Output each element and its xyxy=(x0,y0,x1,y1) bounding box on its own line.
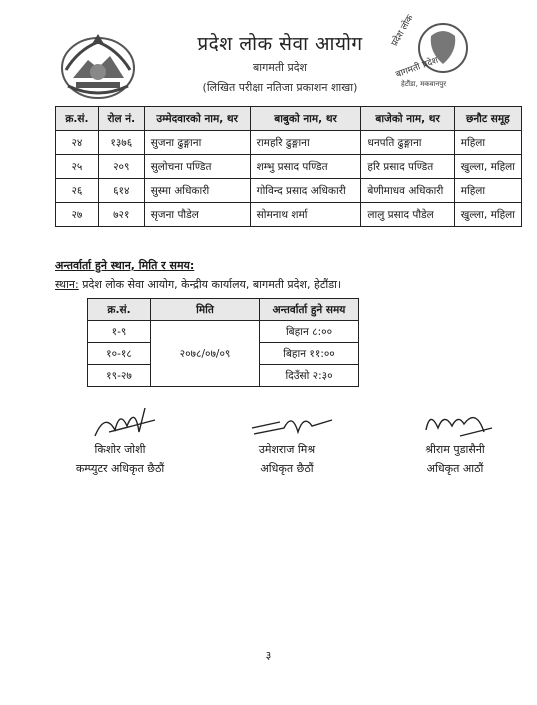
schedule-table xyxy=(87,298,359,387)
cell-group: महिला xyxy=(454,131,521,155)
col-roll: रोल नं. xyxy=(98,107,144,131)
col-father: बाबुको नाम, थर xyxy=(250,107,361,131)
svg-text:बागमती प्रदेश: बागमती प्रदेश xyxy=(394,55,440,81)
cell-grandfather: लालु प्रसाद पौडेल xyxy=(361,203,454,227)
schedule-header-row xyxy=(88,299,359,321)
signature-block-1 xyxy=(60,402,180,476)
table-row xyxy=(88,321,359,343)
cell-roll: ७२१ xyxy=(98,203,144,227)
cell-time: बिहान ११:०० xyxy=(260,343,359,365)
cell-date: २०७८/०७/०९ xyxy=(151,321,260,387)
cell-grandfather: हरि प्रसाद पण्डित xyxy=(361,155,454,179)
signatory-post: अधिकृत छैठौं xyxy=(260,462,314,475)
page-title: प्रदेश लोक सेवा आयोग xyxy=(197,33,363,55)
cell-grandfather: बेणीमाधव अधिकारी xyxy=(361,179,454,203)
col-date: मिति xyxy=(151,299,260,321)
cell-time: बिहान ८:०० xyxy=(260,321,359,343)
cell-grandfather: धनपति ढुङ्गाना xyxy=(361,131,454,155)
province-subtitle: बागमती प्रदेश xyxy=(252,61,308,74)
col-serial: क्र.सं. xyxy=(56,107,99,131)
results-table xyxy=(55,106,522,227)
signatory-post: कम्प्युटर अधिकृत छैठौं xyxy=(75,462,165,475)
cell-father: रामहरि ढुङ्गाना xyxy=(250,131,361,155)
signatory-name: किशोर जोशी xyxy=(94,443,146,456)
signature-block-2 xyxy=(232,402,342,476)
venue-label: स्थान: xyxy=(55,278,79,291)
cell-range: १०-१८ xyxy=(88,343,151,365)
branch-subtitle: (लिखित परीक्षा नतिजा प्रकाशन शाखा) xyxy=(202,81,358,94)
signatory-name: उमेशराज मिश्र xyxy=(258,443,316,456)
signature-block-3 xyxy=(400,402,510,476)
cell-range: १९-२७ xyxy=(88,365,151,387)
results-header-row xyxy=(56,107,522,131)
col-serial: क्र.सं. xyxy=(88,299,151,321)
svg-text:हेटौंडा, मकवानपुर: हेटौंडा, मकवानपुर xyxy=(401,80,447,88)
col-time: अन्तर्वार्ता हुने समय xyxy=(260,299,359,321)
cell-father: शम्भु प्रसाद पण्डित xyxy=(250,155,361,179)
cell-group: महिला xyxy=(454,179,521,203)
signatory-post: अधिकृत आठौं xyxy=(426,462,484,475)
cell-candidate: सुलोचना पण्डित xyxy=(144,155,250,179)
signature-scribble-icon xyxy=(232,402,342,440)
page-number: ३ xyxy=(265,649,272,662)
cell-father: गोविन्द प्रसाद अधिकारी xyxy=(250,179,361,203)
cell-serial: २५ xyxy=(56,155,99,179)
col-group: छनौट समूह xyxy=(454,107,521,131)
cell-candidate: सृजना पौडेल xyxy=(144,203,250,227)
svg-text:प्रदेश लोक: प्रदेश लोक xyxy=(389,13,416,49)
cell-range: १-९ xyxy=(88,321,151,343)
government-emblem-icon xyxy=(58,30,138,102)
cell-time: दिउँसो २:३० xyxy=(260,365,359,387)
cell-father: सोमनाथ शर्मा xyxy=(250,203,361,227)
commission-seal-icon xyxy=(387,8,483,98)
cell-group: खुल्ला, महिला xyxy=(454,203,521,227)
table-row xyxy=(56,155,522,179)
col-candidate: उम्मेदवारको नाम, थर xyxy=(144,107,250,131)
cell-candidate: सुस्मा अधिकारी xyxy=(144,179,250,203)
cell-serial: २७ xyxy=(56,203,99,227)
cell-roll: २०९ xyxy=(98,155,144,179)
interview-venue xyxy=(55,277,341,292)
cell-group: खुल्ला, महिला xyxy=(454,155,521,179)
col-grandfather: बाजेको नाम, थर xyxy=(361,107,454,131)
cell-serial: २६ xyxy=(56,179,99,203)
signature-scribble-icon xyxy=(65,402,175,440)
cell-roll: ६१४ xyxy=(98,179,144,203)
cell-candidate: सुजना ढुङ्गाना xyxy=(144,131,250,155)
cell-serial: २४ xyxy=(56,131,99,155)
signature-scribble-icon xyxy=(400,402,510,440)
table-row xyxy=(56,203,522,227)
venue-text: प्रदेश लोक सेवा आयोग, केन्द्रीय कार्यालय, बागमती प्रदेश, हेटौंडा। xyxy=(82,278,342,291)
signatory-name: श्रीराम पुडासैनी xyxy=(425,443,485,456)
table-row xyxy=(56,179,522,203)
interview-heading: अन्तर्वार्ता हुने स्थान, मिति र समय: xyxy=(55,259,195,272)
cell-roll: १३७६ xyxy=(98,131,144,155)
table-row xyxy=(56,131,522,155)
